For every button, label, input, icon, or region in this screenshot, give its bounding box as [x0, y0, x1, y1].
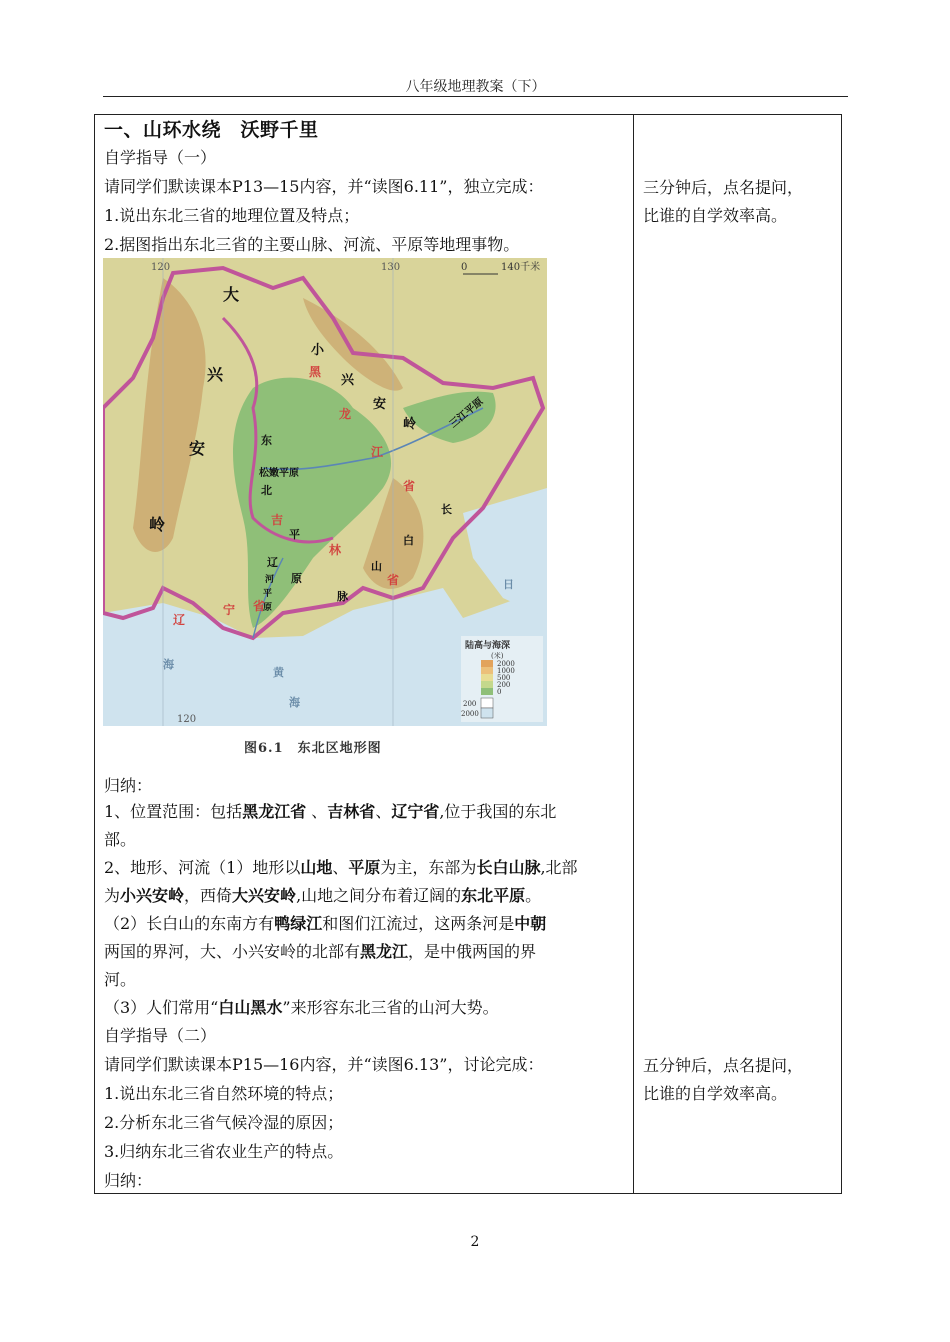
label-hlj-1: 黑	[309, 365, 322, 379]
s1p2-a: 2、地形、河流（1）地形以	[104, 858, 301, 877]
label-yuan: 原	[291, 572, 302, 585]
label-dxa-2: 兴	[207, 365, 224, 384]
label-xxa-2: 兴	[341, 373, 355, 388]
s1p2-f: 为	[104, 886, 121, 905]
s1p1-a: 1、位置范围：包括	[104, 802, 243, 821]
summary1-point4	[104, 998, 628, 1018]
legend-title: 陆高与海深	[465, 641, 511, 651]
s1p2-c: 、	[332, 858, 349, 877]
label-hlj-2: 龙	[339, 407, 352, 421]
label-sea-1: 海	[163, 658, 174, 671]
legend-swatch-2	[481, 667, 493, 674]
label-jl-2: 林	[329, 543, 342, 557]
label-cbs-3: 山	[371, 560, 382, 573]
legend-land-4: 200	[497, 681, 511, 689]
label-lhpy-3: 平	[263, 589, 273, 599]
label-dxa-1: 大	[223, 285, 240, 304]
s1p4-a: （3）人们常用“	[104, 998, 219, 1017]
summary1-point1-line2: 部。	[104, 830, 137, 849]
label-xxa-3: 安	[373, 397, 387, 412]
s1p2-changbai: 长白山脉	[476, 858, 541, 877]
s1p2-greater-khingan: 大兴安岭	[232, 886, 297, 905]
section-title: 一、山环水绕 沃野千里	[104, 119, 319, 141]
header-rule	[103, 96, 848, 97]
legend-sea-swatch-2	[481, 708, 493, 718]
label-lhpy-2: 河	[265, 575, 275, 585]
s1p3-a: （2）长白山的东南方有	[104, 914, 275, 933]
s1p1-d: 、	[375, 802, 392, 821]
s1p3-heilongjiang-river: 黑龙江	[360, 942, 409, 961]
summary1-point3-line1	[104, 914, 628, 934]
label-ping: 平	[289, 528, 300, 541]
summary1-point3-line2	[104, 942, 628, 962]
s1p2-plain: 平原	[348, 858, 381, 877]
label-sea-2: 黄	[273, 666, 284, 679]
label-lhpy-1: 辽	[267, 556, 278, 569]
s1p3-yalu: 鸭绿江	[274, 914, 323, 933]
guide1-title: 自学指导（一）	[104, 148, 217, 167]
label-cbs-2: 白	[403, 534, 414, 547]
s1p1-c: 、	[306, 802, 328, 821]
s1p2-lesser-khingan: 小兴安岭	[120, 886, 185, 905]
legend-swatch-3	[481, 674, 493, 681]
guide2-note-line-1: 五分钟后，点名提问，	[643, 1056, 804, 1075]
s1p3-c: 和图们江流过，这两条河是	[322, 914, 515, 933]
guide2-intro: 请同学们默读课本P15—16内容，并“读图6.13”，讨论完成：	[104, 1055, 544, 1074]
terrain-map-svg	[103, 258, 547, 726]
s1p3-e: ，是中俄两国的界	[408, 942, 537, 961]
guide1-question-2: 2.据图指出东北三省的主要山脉、河流、平原等地理事物。	[104, 235, 520, 254]
map-caption: 图6.1 东北区地形图	[244, 741, 382, 756]
legend-swatch-1	[481, 660, 493, 667]
legend-sea-swatch-1	[481, 698, 493, 708]
page-number: 2	[470, 1234, 480, 1250]
s1p2-i: 。	[525, 886, 542, 905]
s1p2-h: ,山地之间分布着辽阔的	[296, 886, 462, 905]
s1p1-liaoning: 辽宁省	[391, 802, 440, 821]
grid-label-top-130: 130	[381, 262, 401, 273]
s1p2-g: ，西倚	[184, 886, 233, 905]
guide2-question-2: 2.分析东北三省气候冷湿的原因；	[104, 1113, 344, 1132]
label-sea-3: 海	[289, 696, 300, 709]
label-dbpy-2: 北	[261, 484, 272, 497]
label-jl-3: 省	[387, 573, 400, 587]
northeast-terrain-map	[103, 258, 547, 726]
label-dxa-3: 安	[189, 439, 206, 458]
guide1-note-line-2: 比谁的自学效率高。	[643, 206, 788, 225]
summary1-point2-line2	[104, 886, 628, 906]
page-header: 八年级地理教案（下）	[405, 79, 546, 95]
grid-label-bottom-120: 120	[177, 714, 197, 725]
legend-swatch-4	[481, 681, 493, 688]
guide2-question-1: 1.说出东北三省自然环境的特点；	[104, 1084, 344, 1103]
label-lhpy-4: 原	[263, 603, 273, 613]
label-cbs-4: 脉	[337, 590, 348, 603]
label-ln-3: 省	[253, 599, 266, 613]
guide1-note-line-1: 三分钟后，点名提问，	[643, 178, 804, 197]
legend-swatch-5	[481, 688, 493, 695]
s1p2-northeast-plain: 东北平原	[461, 886, 526, 905]
s1p1-jilin: 吉林省	[327, 802, 376, 821]
legend-land-1: 2000	[497, 660, 515, 668]
guide2-summary-title: 归纳：	[104, 1171, 153, 1190]
legend-sea-1: 200	[463, 700, 477, 708]
label-hlj-3: 江	[371, 445, 384, 459]
label-dxa-4: 岭	[149, 515, 166, 534]
guide1-teacher-note	[643, 174, 838, 230]
scale-label: 140千米	[501, 262, 541, 273]
s1p4-c: ”来形容东北三省的山河大势。	[282, 998, 499, 1017]
summary1-point1-line1	[104, 802, 628, 822]
s1p2-mountain: 山地	[300, 858, 333, 877]
summary1-point2-line1	[104, 858, 628, 878]
map-legend	[461, 636, 543, 722]
legend-sea-2: 2000	[461, 710, 479, 718]
label-hlj-4: 省	[403, 479, 416, 493]
s1p1-e: ,位于我国的东北	[439, 802, 557, 821]
label-ln-2: 宁	[223, 603, 236, 617]
guide2-note-line-2: 比谁的自学效率高。	[643, 1084, 788, 1103]
guide2-teacher-note	[643, 1052, 838, 1108]
summary1-point3-line3: 河。	[104, 970, 137, 989]
s1p2-e: ,北部	[540, 858, 578, 877]
label-songnen-plain: 松嫩平原	[259, 468, 299, 479]
label-jl-1: 吉	[271, 513, 284, 527]
guide2-title: 自学指导（二）	[104, 1026, 217, 1045]
guide1-question-1: 1.说出东北三省的地理位置及特点；	[104, 206, 360, 225]
legend-land-3: 500	[497, 674, 511, 682]
label-xxa-1: 小	[311, 343, 325, 358]
legend-land-2: 1000	[497, 667, 515, 675]
s1p4-baishan-heishui: 白山黑水	[218, 998, 283, 1017]
guide1-intro: 请同学们默读课本P13—15内容，并“读图6.11”，独立完成：	[104, 177, 544, 196]
s1p1-heilongjiang: 黑龙江省	[242, 802, 307, 821]
grid-label-top-120: 120	[151, 262, 171, 273]
scale-zero: 0	[461, 262, 468, 273]
label-sea-4: 日	[503, 578, 514, 591]
legend-unit: (米)	[491, 652, 504, 660]
legend-land-5: 0	[497, 688, 502, 696]
label-xxa-4: 岭	[403, 417, 417, 432]
column-divider	[633, 114, 634, 1194]
label-sanjiang-plain: 三江平原	[447, 396, 486, 431]
s1p3-china-korea: 中朝	[514, 914, 547, 933]
s1p3-d: 两国的界河，大、小兴安岭的北部有	[104, 942, 361, 961]
label-cbs-1: 长	[441, 503, 452, 516]
s1p2-d: 为主，东部为	[380, 858, 477, 877]
guide2-question-3: 3.归纳东北三省农业生产的特点。	[104, 1142, 344, 1161]
summary1-title: 归纳：	[104, 776, 153, 795]
label-ln-1: 辽	[173, 613, 186, 627]
label-dbpy-1: 东	[261, 434, 272, 447]
